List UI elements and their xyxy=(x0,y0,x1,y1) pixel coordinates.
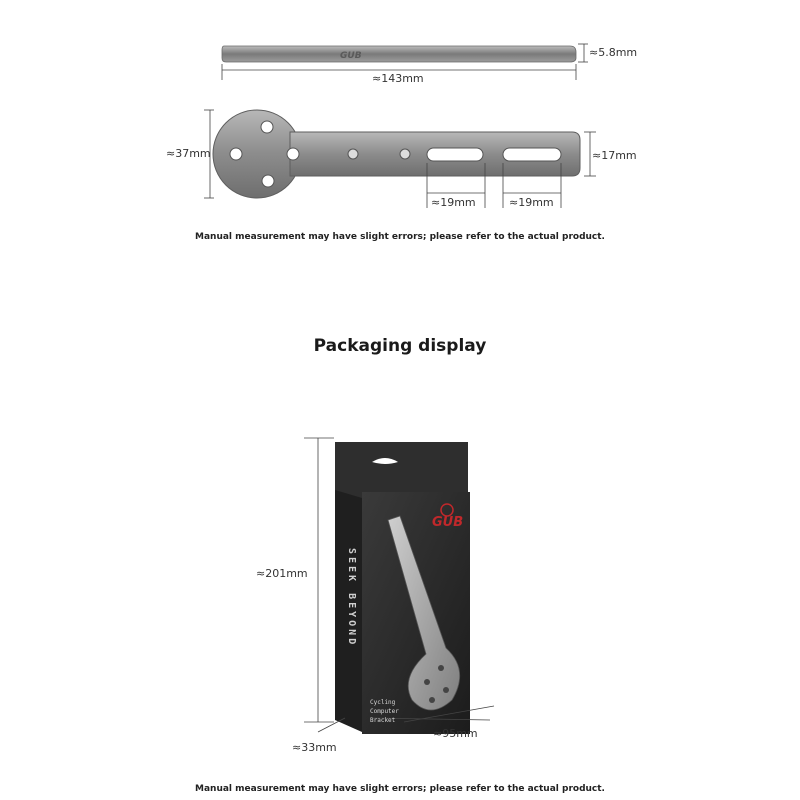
dim-box-width: ≈95mm xyxy=(433,727,478,740)
box-slogan: SEEK BEYOND xyxy=(346,548,357,648)
dim-slot-2: ≈19mm xyxy=(509,196,554,209)
dim-thickness: ≈5.8mm xyxy=(589,46,638,59)
measurement-note-top: Manual measurement may have slight errors; please refer to the actual product. xyxy=(195,232,605,242)
section-title: Packaging display xyxy=(313,336,487,356)
dim-slot-1: ≈19mm xyxy=(431,196,476,209)
bracket-side-view xyxy=(222,46,576,62)
dim-arm-width: ≈17mm xyxy=(592,149,637,162)
box-hanger-tab xyxy=(335,442,468,498)
box-product-name: Cycling Computer Bracket xyxy=(370,699,399,724)
box-brand-logo: GUB xyxy=(432,515,464,530)
bracket-top-view xyxy=(213,110,580,198)
measurement-note-bottom: Manual measurement may have slight errors; please refer to the actual product. xyxy=(195,784,605,794)
dim-head-diameter: ≈37mm xyxy=(166,147,211,160)
dim-box-depth: ≈33mm xyxy=(292,741,337,754)
engraved-logo-side: GUB xyxy=(340,51,362,61)
packaging-illustration xyxy=(0,420,800,780)
dim-box-height: ≈201mm xyxy=(256,567,308,580)
bracket-diagram xyxy=(0,0,800,240)
dim-length: ≈143mm xyxy=(372,72,424,85)
